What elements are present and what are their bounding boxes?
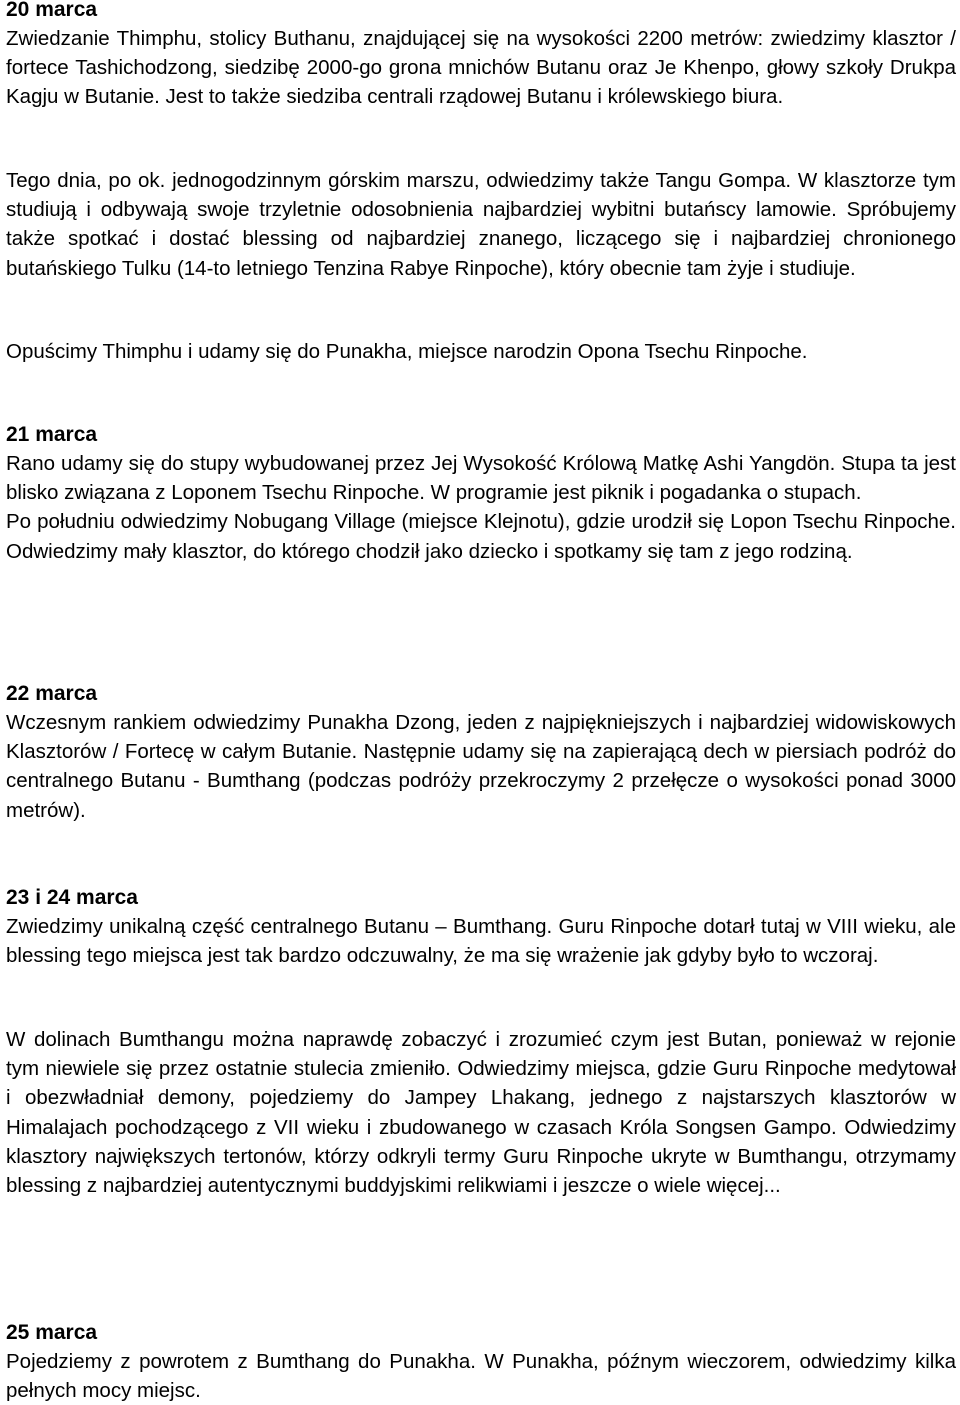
day-section xyxy=(6,1318,956,1405)
section-paragraph: Zwiedzimy unikalną część centralnego Butanu – Bumthang. Guru Rinpoche dotarł tutaj w VIII wieku, ale blessing tego miejsca jest tak bardzo odczuwalny, że ma się wrażenie jak gdyby było to wczoraj. xyxy=(6,915,956,968)
section-paragraph: Tego dnia, po ok. jednogodzinnym górskim marszu, odwiedzimy także Tangu Gompa. W klasztorze tym studiują i odbywają swoje trzyletnie odosobnienia najbardziej wybitni butańscy lamowie. Spróbujemy także spotkać i dostać blessing od najbardziej znanego, liczącego się i najbardziej chronionego butańskiego Tulku (14-to letniego Tenzina Rabye Rinpoche), który obecnie tam żyje i studiuje. xyxy=(6,169,956,280)
paragraph-block xyxy=(6,166,956,283)
section-paragraph: Zwiedzanie Thimphu, stolicy Buthanu, znajdującej się na wysokości 2200 metrów: zwiedzimy klasztor / fortece Tashichodzong, siedzibę 2000-go grona mnichów Butanu oraz Je Khenpo, głowy szkoły Drukpa Kagju w Butanie. Jest to także siedziba centrali rządowej Butanu i królewskiego biura. xyxy=(6,27,956,109)
day-section xyxy=(6,883,956,970)
section-paragraph: Opuścimy Thimphu i udamy się do Punakha, miejsce narodzin Opona Tsechu Rinpoche. xyxy=(6,340,808,363)
day-section xyxy=(6,0,956,112)
section-paragraph: W dolinach Bumthangu można naprawdę zobaczyć i zrozumieć czym jest Butan, ponieważ w rejonie tym niewiele się przez ostatnie stulecia zmieniło. Odwiedzimy miejsca, gdzie Guru Rinpoche medytował i obezwładniał demony, pojedziemy do Jampey Lhakang, jednego z najstarszych klasztorów w Himalajach pochodzącego z VII wieku i zbudowanego w czasach Króla Songsen Gampo. Odwiedzimy klasztory największych tertonów, którzy odkryli termy Guru Rinpoche ukryte w Bumthangu, otrzymamy blessing z najbardziej autentycznymi buddyjskimi relikwiami i jeszcze o wiele więcej... xyxy=(6,1028,956,1198)
section-date: 20 marca xyxy=(6,0,98,21)
section-date: 21 marca xyxy=(6,423,98,446)
section-paragraph: Rano udamy się do stupy wybudowanej przez Jej Wysokość Królową Matkę Ashi Yangdön. Stupa ta jest blisko związana z Loponem Tsechu Rinpoche. W programie jest piknik i pogadanka o stupach. xyxy=(6,452,956,505)
section-paragraph: Po południu odwiedzimy Nobugang Village (miejsce Klejnotu), gdzie urodził się Lopon Tsechu Rinpoche. Odwiedzimy mały klasztor, do którego chodził jako dziecko i spotkamy się tam z jego rodziną. xyxy=(6,510,956,563)
section-date: 25 marca xyxy=(6,1321,98,1344)
section-date: 23 i 24 marca xyxy=(6,886,138,909)
paragraph-block xyxy=(6,337,956,366)
paragraph-block xyxy=(6,1025,956,1200)
section-date: 22 marca xyxy=(6,682,98,705)
section-paragraph: Pojedziemy z powrotem z Bumthang do Punakha. W Punakha, późnym wieczorem, odwiedzimy kilka pełnych mocy miejsc. xyxy=(6,1350,956,1403)
day-section xyxy=(6,420,956,566)
section-paragraph: Wczesnym rankiem odwiedzimy Punakha Dzong, jeden z najpiękniejszych i najbardziej widowiskowych Klasztorów / Fortecę w całym Butanie. Następnie udamy się na zapierającą dech w piersiach podróż do centralnego Butanu - Bumthang (podczas podróży przekroczymy 2 przełęcze o wysokości ponad 3000 metrów). xyxy=(6,711,956,822)
day-section xyxy=(6,679,956,825)
